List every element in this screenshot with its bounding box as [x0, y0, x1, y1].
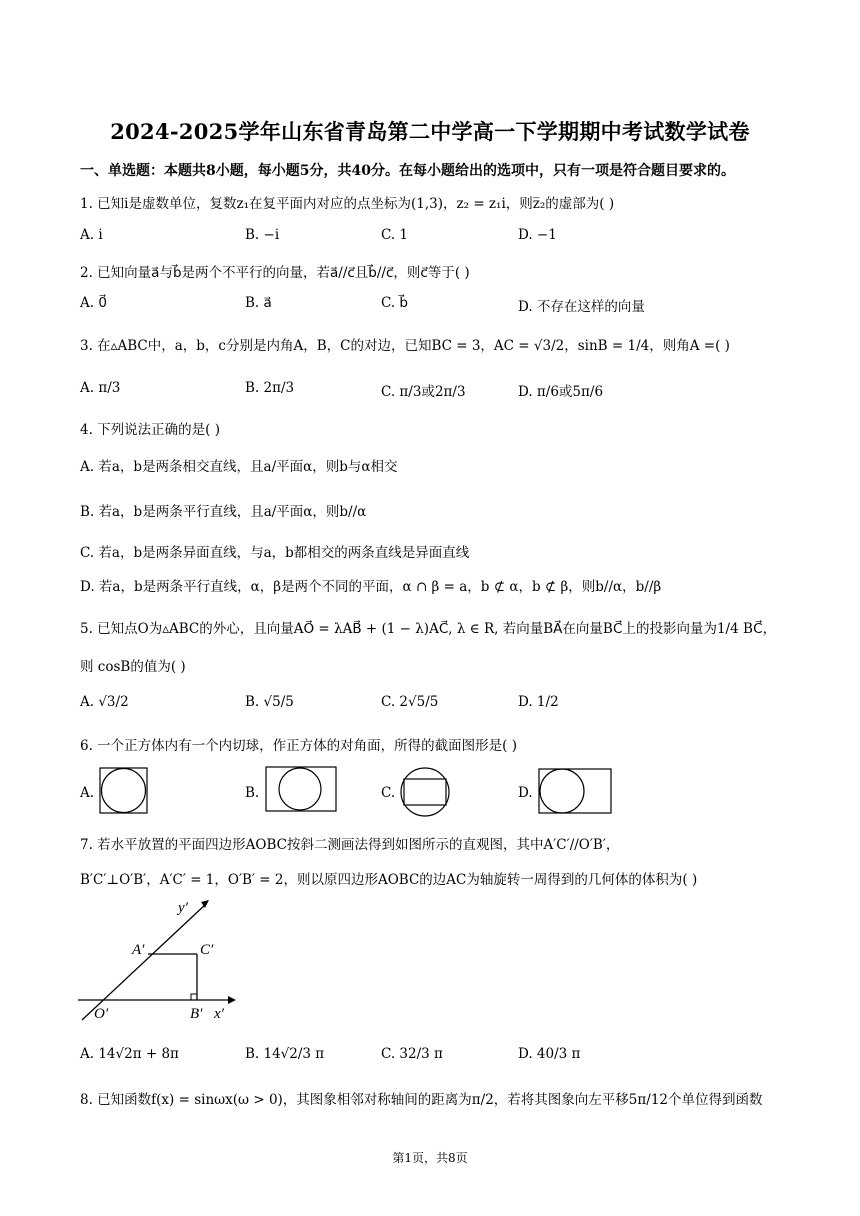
- q6-option-d: D.: [518, 785, 533, 801]
- question-2-stem: 2. 已知向量a⃗与b⃗是两个不平行的向量，若a⃗//c⃗且b⃗//c⃗，则c⃗等于( ): [80, 265, 470, 281]
- q3-option-b: B. 2π/3: [245, 380, 295, 396]
- q6-option-b: B.: [245, 785, 260, 801]
- q6-figure-d: [537, 767, 613, 817]
- question-5-stem-cont: 则 cosB的值为( ): [80, 659, 186, 675]
- section-heading: 一、单选题：本题共8小题，每小题5分，共40分。在每小题给出的选项中，只有一项是符合题目要求的。: [80, 163, 735, 179]
- q6-figure-a: [98, 766, 150, 816]
- q1-option-a: A. i: [80, 227, 103, 243]
- q7-label-b: B′: [190, 1006, 203, 1022]
- q6-option-a: A.: [80, 785, 95, 801]
- page-footer: 第1页，共8页: [392, 1151, 468, 1165]
- q4-option-b: B. 若a，b是两条平行直线，且a/平面α，则b//α: [80, 504, 367, 520]
- page-title: 2024-2025学年山东省青岛第二中学高一下学期期中考试数学试卷: [110, 119, 750, 144]
- question-7-stem-cont: B′C′⊥O′B′，A′C′ = 1，O′B′ = 2，则以原四边形AOBC的边AC为轴旋转一周得到的几何体的体积为( ): [80, 872, 698, 888]
- q7-label-a: A′: [132, 942, 145, 958]
- q7-label-c: C′: [200, 942, 214, 958]
- q2-option-d: D. 不存在这样的向量: [518, 299, 645, 315]
- q6-figure-b: [264, 765, 338, 815]
- q7-figure: [78, 892, 238, 1028]
- q5-option-b: B. √5/5: [245, 694, 294, 710]
- q3-option-d: D. π/6或5π/6: [518, 384, 604, 400]
- q7-option-b: B. 14√2/3 π: [245, 1046, 325, 1062]
- q7-option-d: D. 40/3 π: [518, 1046, 581, 1062]
- question-1-stem: 1. 已知i是虚数单位，复数z₁在复平面内对应的点坐标为(1,3)，z₂ = z₁i，则z̅₂的虚部为( ): [80, 196, 615, 212]
- q1-option-c: C. 1: [381, 227, 409, 243]
- q5-option-d: D. 1/2: [518, 694, 559, 710]
- q4-option-c: C. 若a，b是两条异面直线，与a，b都相交的两条直线是异面直线: [80, 545, 470, 561]
- q4-option-d: D. 若a，b是两条平行直线，α，β是两个不同的平面，α ∩ β = a，b ⊄ α，b ⊄ β，则b//α，b//β: [80, 579, 662, 595]
- question-3-stem: 3. 在▵ABC中，a，b，c分别是内角A，B，C的对边，已知BC = 3，AC = √3/2，sinB = 1/4，则角A =( ): [80, 338, 730, 354]
- q2-option-b: B. a⃗: [245, 295, 272, 311]
- q2-option-a: A. 0⃗: [80, 295, 107, 311]
- q3-option-a: A. π/3: [80, 380, 121, 396]
- q1-option-d: D. −1: [518, 227, 557, 243]
- q5-option-c: C. 2√5/5: [381, 694, 439, 710]
- q6-figure-c: [399, 766, 451, 818]
- q7-label-o: O′: [94, 1006, 109, 1022]
- q7-label-x: x′: [214, 1006, 224, 1022]
- q3-option-c: C. π/3或2π/3: [381, 384, 466, 400]
- question-7-stem: 7. 若水平放置的平面四边形AOBC按斜二测画法得到如图所示的直观图，其中A′C′//O′B′，: [80, 837, 620, 853]
- q1-option-b: B. −i: [245, 227, 280, 243]
- q7-label-y: y′: [178, 900, 188, 916]
- question-4-stem: 4. 下列说法正确的是( ): [80, 422, 220, 438]
- q6-option-c: C.: [381, 785, 396, 801]
- question-5-stem: 5. 已知点O为▵ABC的外心，且向量AO⃗ = λAB⃗ + (1 − λ)AC⃗, λ ∈ R, 若向量BA⃗在向量BC⃗上的投影向量为1/4 BC⃗，: [80, 621, 777, 637]
- q7-option-a: A. 14√2π + 8π: [80, 1046, 179, 1062]
- q5-option-a: A. √3/2: [80, 694, 129, 710]
- q4-option-a: A. 若a，b是两条相交直线，且a/平面α，则b与α相交: [80, 459, 398, 475]
- q7-option-c: C. 32/3 π: [381, 1046, 443, 1062]
- question-8-stem: 8. 已知函数f(x) = sinωx(ω > 0)，其图象相邻对称轴间的距离为π/2，若将其图象向左平移5π/12个单位得到函数: [80, 1092, 763, 1108]
- q2-option-c: C. b⃗: [381, 295, 408, 311]
- question-6-stem: 6. 一个正方体内有一个内切球，作正方体的对角面，所得的截面图形是( ): [80, 738, 517, 754]
